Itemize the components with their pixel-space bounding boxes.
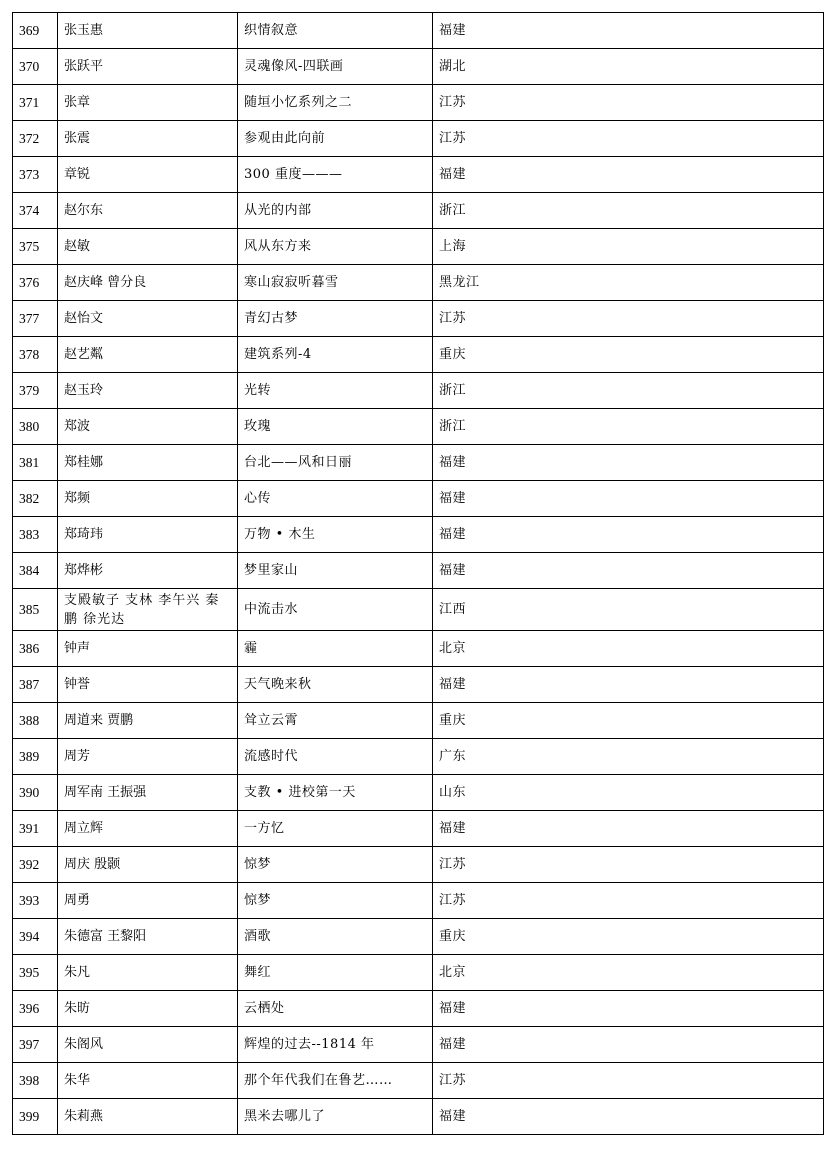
- entry-title: 支教 • 进校第一天: [238, 775, 433, 811]
- entry-title: 舞红: [238, 955, 433, 991]
- entry-number: 370: [13, 49, 58, 85]
- table-row: [13, 589, 824, 631]
- entry-author: 章锐: [58, 157, 238, 193]
- entry-author: 周立辉: [58, 811, 238, 847]
- entry-author: 张玉惠: [58, 13, 238, 49]
- entry-author: 周勇: [58, 883, 238, 919]
- entry-number: 373: [13, 157, 58, 193]
- entry-author: 郑频: [58, 481, 238, 517]
- table-row: [13, 883, 824, 919]
- entry-number: 397: [13, 1027, 58, 1063]
- entry-title: 灵魂像风-四联画: [238, 49, 433, 85]
- table-row: [13, 193, 824, 229]
- entry-title: 一方忆: [238, 811, 433, 847]
- entry-region: 广东: [433, 739, 824, 775]
- entry-region: 福建: [433, 1027, 824, 1063]
- entry-region: 重庆: [433, 919, 824, 955]
- entry-number: 383: [13, 517, 58, 553]
- entry-title: 台北——风和日丽: [238, 445, 433, 481]
- entry-region: 黑龙江: [433, 265, 824, 301]
- table-row: [13, 631, 824, 667]
- entry-title: 参观由此向前: [238, 121, 433, 157]
- entry-region: 福建: [433, 811, 824, 847]
- entry-author: 朱凡: [58, 955, 238, 991]
- entry-author: 赵庆峰 曾分良: [58, 265, 238, 301]
- entry-title: 寒山寂寂听暮雪: [238, 265, 433, 301]
- entry-title: 流感时代: [238, 739, 433, 775]
- table-row: [13, 157, 824, 193]
- entry-number: 377: [13, 301, 58, 337]
- entry-title: 建筑系列-4: [238, 337, 433, 373]
- entry-region: 福建: [433, 553, 824, 589]
- entry-title: 玫瑰: [238, 409, 433, 445]
- entry-number: 381: [13, 445, 58, 481]
- entry-author: 郑桂娜: [58, 445, 238, 481]
- entry-title: 风从东方来: [238, 229, 433, 265]
- entry-author: 张章: [58, 85, 238, 121]
- entry-author: 张跃平: [58, 49, 238, 85]
- table-row: [13, 919, 824, 955]
- entry-number: 388: [13, 703, 58, 739]
- entry-number: 392: [13, 847, 58, 883]
- entry-author: 张震: [58, 121, 238, 157]
- entry-author: 周道来 贾鹏: [58, 703, 238, 739]
- entry-title: 酒歌: [238, 919, 433, 955]
- entry-author: 赵玉玲: [58, 373, 238, 409]
- entry-author: 钟声: [58, 631, 238, 667]
- entry-region: 福建: [433, 481, 824, 517]
- entry-title: 青幻古梦: [238, 301, 433, 337]
- entry-title: 万物 • 木生: [238, 517, 433, 553]
- entry-region: 上海: [433, 229, 824, 265]
- entry-author: 赵艺粼: [58, 337, 238, 373]
- entry-region: 北京: [433, 955, 824, 991]
- table-row: [13, 265, 824, 301]
- entry-author: 朱德富 王黎阳: [58, 919, 238, 955]
- table-row: [13, 481, 824, 517]
- entry-region: 重庆: [433, 703, 824, 739]
- entry-region: 福建: [433, 667, 824, 703]
- entry-title: 惊梦: [238, 883, 433, 919]
- entry-number: 371: [13, 85, 58, 121]
- entry-author: 赵敏: [58, 229, 238, 265]
- entry-number: 394: [13, 919, 58, 955]
- entry-title: 织情叙意: [238, 13, 433, 49]
- entry-title: 光转: [238, 373, 433, 409]
- entry-number: 375: [13, 229, 58, 265]
- entry-number: 380: [13, 409, 58, 445]
- entry-number: 378: [13, 337, 58, 373]
- entry-region: 重庆: [433, 337, 824, 373]
- table-row: [13, 337, 824, 373]
- table-row: [13, 847, 824, 883]
- table-row: [13, 85, 824, 121]
- table-row: [13, 517, 824, 553]
- table-row: [13, 13, 824, 49]
- table-row: [13, 445, 824, 481]
- entry-number: 386: [13, 631, 58, 667]
- table-row: [13, 775, 824, 811]
- table-row: [13, 373, 824, 409]
- entry-number: 389: [13, 739, 58, 775]
- entry-number: 387: [13, 667, 58, 703]
- entry-title: 梦里家山: [238, 553, 433, 589]
- entry-title: 心传: [238, 481, 433, 517]
- table-row: [13, 553, 824, 589]
- entry-region: 江苏: [433, 883, 824, 919]
- entry-region: 江苏: [433, 85, 824, 121]
- entry-number: 372: [13, 121, 58, 157]
- entry-number: 396: [13, 991, 58, 1027]
- entry-region: 福建: [433, 13, 824, 49]
- entry-number: 391: [13, 811, 58, 847]
- entry-region: 江苏: [433, 121, 824, 157]
- entry-title: 云栖处: [238, 991, 433, 1027]
- entry-author: 郑波: [58, 409, 238, 445]
- table-row: [13, 409, 824, 445]
- entry-author: 赵尔东: [58, 193, 238, 229]
- table-row: [13, 1063, 824, 1099]
- entry-region: 江西: [433, 589, 824, 631]
- table-row: [13, 991, 824, 1027]
- entry-author: 赵怡文: [58, 301, 238, 337]
- entry-author: 钟誉: [58, 667, 238, 703]
- entry-region: 湖北: [433, 49, 824, 85]
- entry-author: 朱莉燕: [58, 1099, 238, 1135]
- entry-title: 那个年代我们在鲁艺……: [238, 1063, 433, 1099]
- table-row: [13, 667, 824, 703]
- entry-title: 耸立云霄: [238, 703, 433, 739]
- entries-table: [12, 12, 824, 1135]
- table-row: [13, 1099, 824, 1135]
- entry-title: 黑米去哪儿了: [238, 1099, 433, 1135]
- entry-region: 福建: [433, 517, 824, 553]
- table-row: [13, 703, 824, 739]
- entry-number: 369: [13, 13, 58, 49]
- table-row: [13, 49, 824, 85]
- entry-region: 福建: [433, 1099, 824, 1135]
- entry-author: 朱昉: [58, 991, 238, 1027]
- table-row: [13, 229, 824, 265]
- entry-title: 中流击水: [238, 589, 433, 631]
- entry-author: 周庆 殷颢: [58, 847, 238, 883]
- entry-author: 朱华: [58, 1063, 238, 1099]
- entry-region: 江苏: [433, 1063, 824, 1099]
- entry-number: 398: [13, 1063, 58, 1099]
- entry-author: 周芳: [58, 739, 238, 775]
- entry-title: 辉煌的过去--1814 年: [238, 1027, 433, 1063]
- entry-title: 天气晚来秋: [238, 667, 433, 703]
- entry-number: 395: [13, 955, 58, 991]
- entry-region: 江苏: [433, 847, 824, 883]
- entry-author: 郑烨彬: [58, 553, 238, 589]
- table-row: [13, 739, 824, 775]
- table-row: [13, 1027, 824, 1063]
- entry-number: 393: [13, 883, 58, 919]
- entry-title: 随垣小忆系列之二: [238, 85, 433, 121]
- entry-region: 福建: [433, 445, 824, 481]
- entry-region: 北京: [433, 631, 824, 667]
- entry-number: 384: [13, 553, 58, 589]
- entry-number: 390: [13, 775, 58, 811]
- entry-region: 福建: [433, 157, 824, 193]
- table-row: [13, 121, 824, 157]
- entry-author: 周军南 王振强: [58, 775, 238, 811]
- entries-table-body: [13, 13, 824, 1135]
- table-row: [13, 955, 824, 991]
- entry-number: 399: [13, 1099, 58, 1135]
- entry-number: 374: [13, 193, 58, 229]
- entry-author: 支殿敏子 支林 李午兴 秦鹏 徐光达: [58, 589, 238, 631]
- entry-title: 霾: [238, 631, 433, 667]
- table-row: [13, 811, 824, 847]
- entry-region: 浙江: [433, 373, 824, 409]
- entry-number: 379: [13, 373, 58, 409]
- entry-author: 郑琦玮: [58, 517, 238, 553]
- entry-region: 江苏: [433, 301, 824, 337]
- entry-number: 382: [13, 481, 58, 517]
- entry-title: 惊梦: [238, 847, 433, 883]
- entry-title: 300 重度———: [238, 157, 433, 193]
- entry-region: 福建: [433, 991, 824, 1027]
- table-row: [13, 301, 824, 337]
- entry-region: 浙江: [433, 409, 824, 445]
- entry-region: 山东: [433, 775, 824, 811]
- entry-title: 从光的内部: [238, 193, 433, 229]
- entry-number: 376: [13, 265, 58, 301]
- entry-number: 385: [13, 589, 58, 631]
- entry-region: 浙江: [433, 193, 824, 229]
- entry-author: 朱阁风: [58, 1027, 238, 1063]
